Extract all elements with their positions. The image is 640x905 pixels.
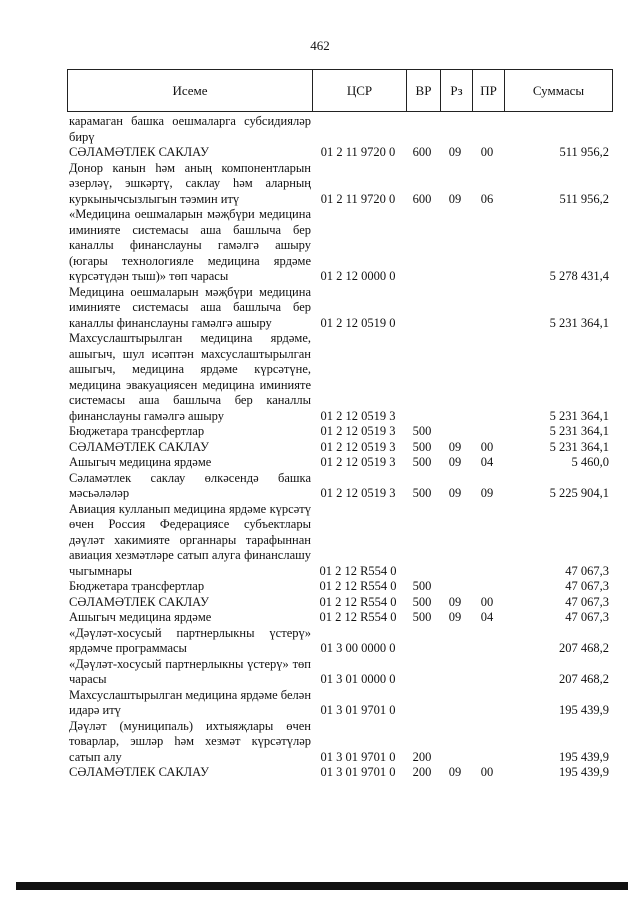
budget-table [67,69,613,781]
row-rz: 09 [448,439,462,454]
row-vr: 500 [412,424,432,438]
table-row [67,161,613,208]
row-sum: 5 460,0 [571,455,609,469]
row-rz: 09 [448,765,462,779]
row-pr: 00 [480,439,494,454]
row-rz: 09 [448,145,462,159]
row-name: «Дәүләт-хосусый партнерлыкны үстерү» төп чарасы [69,656,311,686]
row-name: Бюджетара трансфертлар [69,424,205,438]
table-body [67,114,613,781]
row-pr: 04 [480,610,494,624]
row-vr: 500 [412,594,432,609]
row-name: Сәламәтлек саклау өлкәсендә башка мәсьәләләр [69,470,311,500]
table-row [67,502,613,580]
row-name: Ашыгыч медицина ярдәме [69,455,212,469]
row-pr: 00 [480,765,494,779]
table-row [67,424,613,440]
table-row [67,626,613,657]
row-sum: 5 231 364,1 [549,439,609,454]
row-name: Махсуслаштырылган медицина ярдәме белән идарә итү [69,687,312,717]
row-name: Авиация кулланып медицина ярдәме күрсәтү өчен Россия Федерациясе субъектлары дәүләт хакимияте органнары тарафыннан авиация хезмәтләре сатып алуга финанслашу чыгымнары [69,501,311,578]
row-rz: 09 [448,191,462,206]
table-row [67,145,613,161]
row-sum: 47 067,3 [565,594,609,609]
row-sum: 47 067,3 [565,563,609,578]
row-sum: 195 439,9 [559,703,609,717]
row-csr: 01 3 01 0000 0 [320,672,396,686]
row-sum: 5 225 904,1 [549,486,609,500]
row-vr: 500 [412,455,432,469]
row-vr: 200 [412,749,432,764]
row-sum: 5 231 364,1 [549,315,609,330]
row-rz: 09 [448,610,462,624]
row-csr: 01 2 12 0000 0 [320,269,396,283]
row-rz: 09 [448,455,462,469]
table-row [67,657,613,688]
row-vr: 200 [412,765,432,779]
row-name: Медицина оешмаларын мәҗбүри медицина иминияте системасы аша башлыча бер каналлы финанслауны гамәлгә ашыру [69,284,311,330]
row-vr: 600 [412,145,432,159]
row-sum: 5 231 364,1 [549,424,609,438]
row-name: Махсуслаштырылган медицина ярдәме, ашыгыч, шул исәптән махсуслаштырылган ашыгыч, медицина ярдәме күрсәтүне, медицина эвакуациясен медицина иминияте системасы аша башлыча бер каналлы финанслауны гамәлгә ашыру [69,331,311,423]
row-csr: 01 2 12 0519 0 [320,315,396,330]
row-sum: 47 067,3 [565,610,609,624]
row-pr: 04 [480,455,494,469]
row-csr: 01 2 12 R554 0 [319,579,397,593]
row-name: СӘЛАМӘТЛЕК САКЛАУ [69,594,209,609]
row-name: «Дәүләт-хосусый партнерлыкны үстерү» ярдәмче программасы [69,625,311,655]
row-sum: 5 231 364,1 [549,408,609,423]
row-name: Ашыгыч медицина ярдәме [69,610,212,624]
row-vr: 600 [412,191,432,206]
row-csr: 01 3 01 9701 0 [320,765,396,779]
row-csr: 01 3 00 0000 0 [320,641,396,655]
table-row [67,114,613,145]
page-number: 462 [310,38,330,53]
row-vr: 500 [412,439,432,454]
row-csr: 01 2 12 R554 0 [319,594,397,609]
header-vr: ВР [406,70,440,111]
row-csr: 01 2 11 9720 0 [320,145,396,159]
table-row [67,207,613,285]
header-sum: Суммасы [504,70,612,111]
table-row [67,285,613,332]
row-vr: 500 [412,579,432,593]
header-pr: ПР [472,70,504,111]
row-csr: 01 2 12 0519 3 [320,424,396,438]
header-name: Исеме [172,83,208,98]
row-name: Бюджетара трансфертлар [69,579,205,593]
table-header [67,69,613,112]
row-vr: 500 [412,486,432,500]
row-csr: 01 3 01 9701 0 [320,749,396,764]
table-row [67,471,613,502]
table-row [67,765,613,781]
table-row [67,595,613,611]
row-rz: 09 [448,594,462,609]
row-name: «Медицина оешмаларын мәҗбүри медицина иминияте системасы аша башлыча бер каналлы финанслауны гамәлгә ашыру (югары технологияле медицина ярдәме күрсәтүдән тыш)» төп чарасы [69,207,311,283]
header-rz: Рз [440,70,472,111]
row-sum: 207 468,2 [559,672,609,686]
row-name: СӘЛАМӘТЛЕК САКЛАУ [69,765,209,779]
row-pr: 09 [480,486,494,500]
row-pr: 00 [480,145,494,159]
row-csr: 01 2 12 0519 3 [320,486,396,500]
table-row [67,610,613,626]
row-csr: 01 2 11 9720 0 [320,191,396,206]
row-sum: 195 439,9 [559,765,609,779]
row-name: Дәүләт (муниципаль) ихтыяҗлары өчен товарлар, эшләр һәм хезмәт күрсәтүләр сатып алу [69,718,311,764]
row-name: Донор канын һәм аның компонентларын әзерләү, эшкәртү, саклау һәм аларның куркынычсызлыгын тәэмин итү [69,160,311,206]
row-name: СӘЛАМӘТЛЕК САКЛАУ [69,439,209,454]
table-row [67,331,613,424]
row-sum: 195 439,9 [559,749,609,764]
row-sum: 207 468,2 [559,641,609,655]
row-vr: 500 [412,610,432,624]
header-csr: ЦСР [312,70,406,111]
row-sum: 511 956,2 [559,191,609,206]
table-row [67,719,613,766]
row-sum: 511 956,2 [559,145,609,159]
row-name: СӘЛАМӘТЛЕК САКЛАУ [69,145,209,159]
scan-edge-bar [16,882,628,890]
row-pr: 06 [480,191,494,206]
row-sum: 47 067,3 [565,579,609,593]
row-csr: 01 2 12 0519 3 [320,455,396,469]
table-row [67,579,613,595]
row-csr: 01 3 01 9701 0 [320,703,396,717]
table-row [67,455,613,471]
row-sum: 5 278 431,4 [549,269,609,283]
table-row [67,688,613,719]
row-name: карамаган башка оешмаларга субсидияләр бирү [69,114,311,144]
row-csr: 01 2 12 0519 3 [320,408,396,423]
row-pr: 00 [480,594,494,609]
table-row [67,440,613,456]
row-csr: 01 2 12 R554 0 [319,610,397,624]
row-csr: 01 2 12 R554 0 [319,563,397,578]
row-rz: 09 [448,486,462,500]
row-csr: 01 2 12 0519 3 [320,439,396,454]
